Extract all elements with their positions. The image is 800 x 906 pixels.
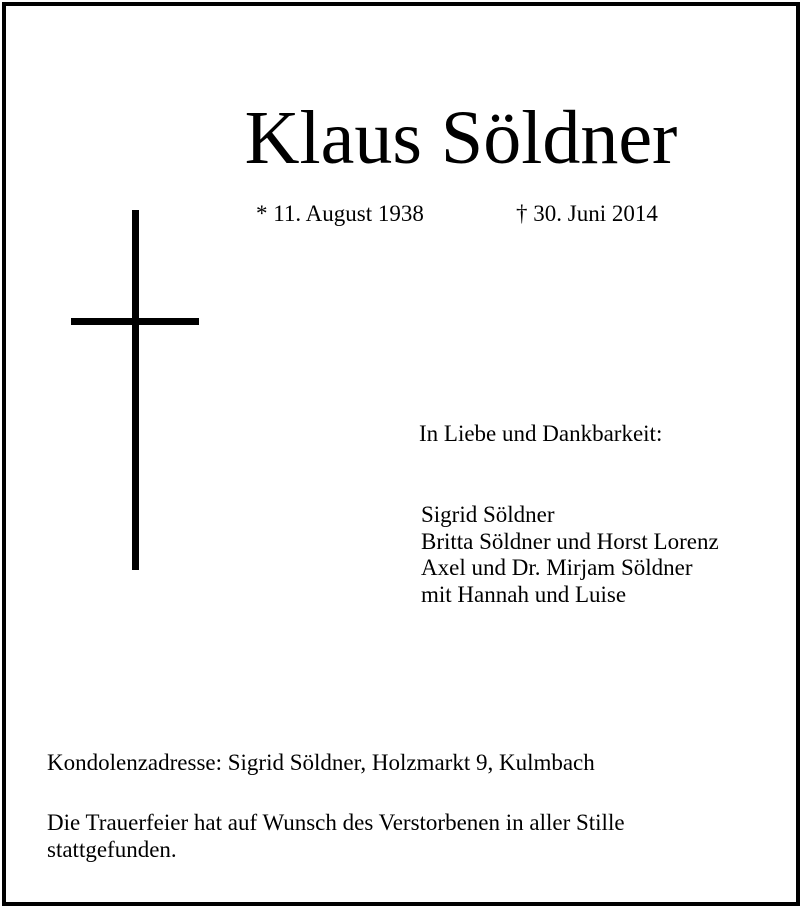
- birth-date: * 11. August 1938: [256, 201, 424, 226]
- mourner-line: Sigrid Söldner: [421, 502, 555, 527]
- mourner-line: Britta Söldner und Horst Lorenz: [421, 528, 719, 554]
- dedication-text: In Liebe und Dankbarkeit:: [419, 421, 663, 446]
- funeral-note: Die Trauerfeier hat auf Wunsch des Verstorbenen in aller Stille stattgefunden.: [47, 810, 625, 862]
- cross-vertical-bar: [132, 210, 139, 570]
- mourner-line: Axel und Dr. Mirjam Söldner: [421, 555, 693, 580]
- condolence-address: Kondolenzadresse: Sigrid Söldner, Holzmarkt 9, Kulmbach: [47, 750, 595, 775]
- mourners-list: [421, 502, 719, 608]
- deceased-name: Klaus Söldner: [244, 96, 678, 180]
- death-date: † 30. Juni 2014: [516, 201, 658, 226]
- mourner-line: mit Hannah und Luise: [421, 581, 627, 607]
- cross-horizontal-bar: [71, 318, 199, 325]
